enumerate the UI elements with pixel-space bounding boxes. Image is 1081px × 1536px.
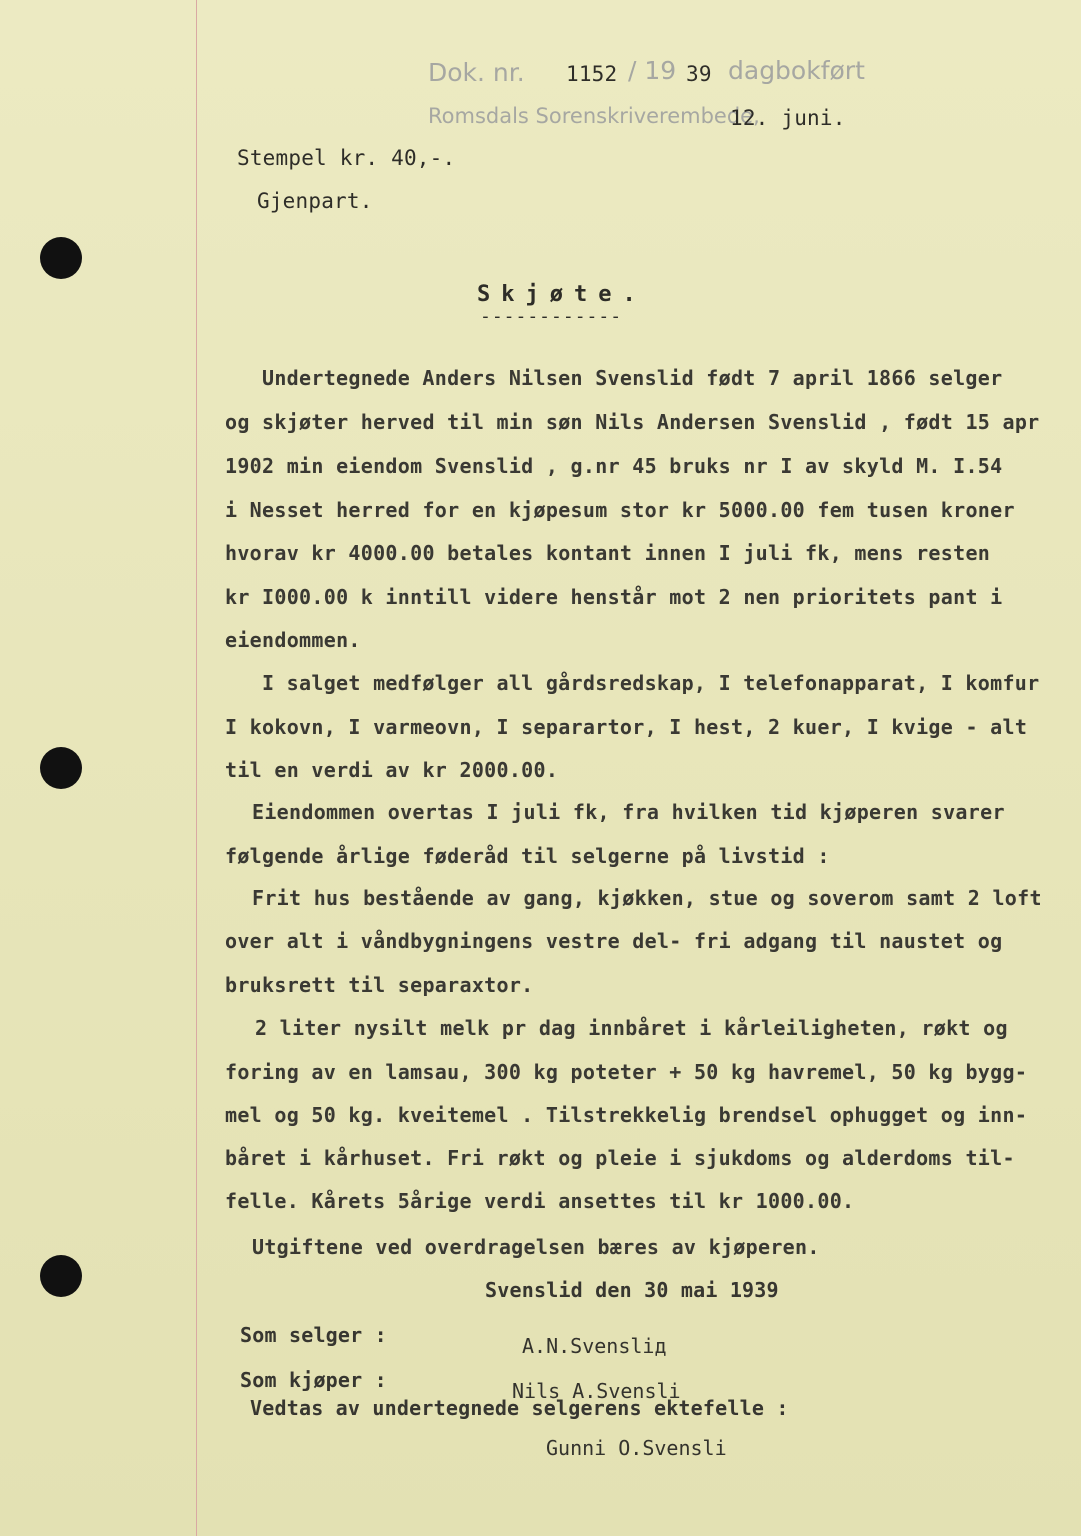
stamp-year-prefix: / 19: [628, 56, 677, 85]
body-line: Utgiftene ved overdragelsen bæres av kjøperen.: [252, 1235, 820, 1259]
punch-hole: [40, 1255, 82, 1297]
body-line: mel og 50 kg. kveitemel . Tilstrekkelig brendsel ophugget og inn-: [225, 1103, 1028, 1127]
body-line: Undertegnede Anders Nilsen Svenslid født 7 april 1866 selger: [262, 366, 1003, 390]
body-line: foring av en lamsau, 300 kg poteter + 50 kg havremel, 50 kg bygg-: [225, 1060, 1028, 1084]
body-line: i Nesset herred for en kjøpesum stor kr 5000.00 fem tusen kroner: [225, 498, 1015, 522]
body-line: I kokovn, I varmeovn, I separartor, I hest, 2 kuer, I kvige - alt: [225, 715, 1028, 739]
stamp-office: Romsdals Sorenskriverembede,: [428, 104, 760, 128]
body-line: bruksrett til separaxtor.: [225, 973, 534, 997]
body-line: I salget medfølger all gårdsredskap, I telefonapparat, I komfur: [262, 671, 1040, 695]
seller-signature: A.N.Svensliд: [522, 1334, 667, 1358]
spouse-signature: Gunni O.Svensli: [546, 1436, 727, 1460]
body-line: kr I000.00 k inntill videre henstår mot 2 nen prioritets pant i: [225, 585, 1003, 609]
stamp-date: 12. juni.: [730, 106, 846, 130]
body-line: over alt i våndbygningens vestre del- fri adgang til naustet og: [225, 929, 1003, 953]
body-line: til en verdi av kr 2000.00.: [225, 758, 559, 782]
punch-hole: [40, 747, 82, 789]
body-line: Frit hus bestående av gang, kjøkken, stue og soverom samt 2 loft: [252, 886, 1042, 910]
body-line: hvorav kr 4000.00 betales kontant innen I juli fk, mens resten: [225, 541, 991, 565]
title-underline: ------------: [480, 306, 623, 327]
body-line: felle. Kårets 5årige verdi ansettes til kr 1000.00.: [225, 1189, 855, 1213]
stamp-dagbokfort: dagbokført: [728, 56, 865, 85]
seller-label: Som selger :: [240, 1323, 387, 1347]
body-line: båret i kårhuset. Fri røkt og pleie i sjukdoms og alderdoms til-: [225, 1146, 1015, 1170]
place-date: Svenslid den 30 mai 1939: [485, 1278, 779, 1302]
body-line: eiendommen.: [225, 628, 361, 652]
gjenpart-line: Gjenpart.: [257, 189, 373, 213]
body-line: og skjøter herved til min søn Nils Andersen Svenslid , født 15 apr: [225, 410, 1040, 434]
body-line: Eiendommen overtas I juli fk, fra hvilken tid kjøperen svarer: [252, 800, 1005, 824]
punch-hole: [40, 237, 82, 279]
document-title: Skjøte.: [477, 282, 647, 307]
stempel-line: Stempel kr. 40,-.: [237, 146, 456, 170]
buyer-signature: Nils A.Svensli: [512, 1379, 681, 1403]
red-margin-line: [196, 0, 197, 1536]
doc-number: 1152: [566, 62, 618, 86]
body-line: følgende årlige føderåd til selgerne på livstid :: [225, 844, 830, 868]
buyer-label: Som kjøper :: [240, 1368, 387, 1392]
body-line: 2 liter nysilt melk pr dag innbåret i kårleiligheten, røkt og: [255, 1016, 1008, 1040]
spouse-consent-line: Vedtas av undertegnede selgerens ektefelle :: [250, 1396, 789, 1420]
body-line: 1902 min eiendom Svenslid , g.nr 45 bruks nr I av skyld M. I.54: [225, 454, 1003, 478]
doc-year: 39: [686, 62, 712, 86]
stamp-doc-label: Dok. nr.: [428, 58, 525, 87]
